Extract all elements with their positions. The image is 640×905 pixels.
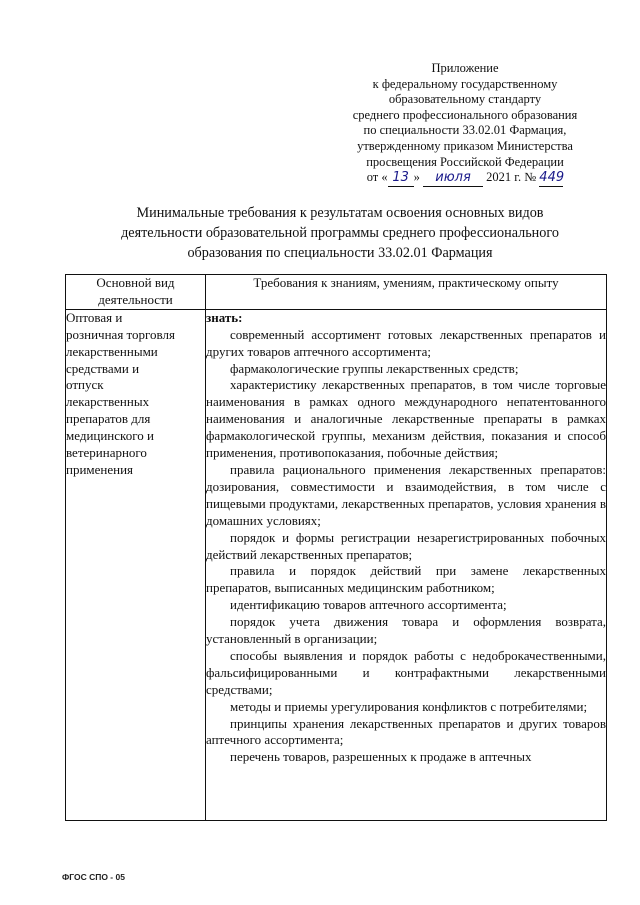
order-date-line [330, 170, 600, 187]
requirements-table [65, 274, 607, 821]
header-activity-line: Основной вид [96, 275, 175, 290]
order-year: 2021 г. № [486, 170, 537, 185]
list-item: способы выявления и порядок работы с недоброкачественными, фальсифицированными и контрафактными лекарственными средствами; [206, 647, 606, 697]
header-activity [66, 275, 206, 310]
list-item: современный ассортимент готовых лекарственных препаратов и других товаров аптечного ассортимента; [206, 326, 606, 359]
list-item: характеристику лекарственных препаратов, в том числе торговые наименования в рамках одного международного непатентованного наименования и аналогичные лекарственные препараты в рамках фармакологической группы, механизм действия, показания и способ применения, противопоказания, побочные действия; [206, 377, 606, 461]
appendix-line: к федеральному государственному [372, 76, 558, 91]
title-line: образования по специальности 33.02.01 Фармация [187, 245, 493, 261]
order-number: 449 [539, 170, 565, 186]
list-item: правила рационального применения лекарственных препаратов: дозирования, совместимости и взаимодействия, в том числе с пищевыми продуктами, лекарственных препаратов, условия хранения в домашних условиях; [206, 461, 606, 528]
order-prefix: от « [366, 170, 388, 185]
list-item: фармакологические группы лекарственных средств; [230, 360, 519, 376]
list-item: идентификацию товаров аптечного ассортимента; [230, 597, 507, 613]
activity-line: Оптовая и [66, 309, 123, 325]
activity-line: розничная торговля [66, 326, 175, 342]
list-item: перечень товаров, разрешенных к продаже в аптечных [230, 749, 532, 765]
activity-cell [66, 309, 206, 820]
appendix-header [330, 61, 600, 187]
activity-line: ветеринарного [66, 445, 147, 461]
activity-line: лекарственными [66, 343, 158, 359]
appendix-line: среднего профессионального образования [352, 107, 578, 122]
know-label: знать: [206, 309, 243, 325]
requirements-cell [206, 309, 607, 820]
document-title [95, 203, 585, 263]
appendix-line: утвержденному приказом Министерства [357, 138, 573, 153]
activity-line: препаратов для [66, 411, 151, 427]
header-requirements: Требования к знаниям, умениям, практическому опыту [206, 275, 607, 310]
appendix-line: образовательному стандарту [388, 92, 542, 107]
appendix-line: по специальности 33.02.01 Фармация, [363, 123, 567, 138]
list-item: порядок и формы регистрации незарегистрированных побочных действий лекарственных препаратов; [206, 529, 606, 562]
activity-line: средствами и [66, 360, 140, 376]
list-item: порядок учета движения товара и оформления возврата, установленный в организации; [206, 614, 606, 647]
appendix-line: просвещения Российской Федерации [366, 154, 564, 169]
header-activity-line: деятельности [98, 291, 173, 307]
footer-code: ФГОС СПО - 05 [62, 872, 125, 882]
list-item: правила и порядок действий при замене лекарственных препаратов, выписанных медицинским работником; [206, 563, 606, 596]
table-header-row [66, 275, 607, 310]
activity-line: лекарственных [66, 394, 150, 410]
order-day: 13 [392, 170, 409, 186]
activity-line: применения [66, 461, 134, 477]
activity-line: отпуск [66, 377, 104, 393]
list-item: методы и приемы урегулирования конфликтов с потребителями; [230, 698, 588, 714]
title-line: Минимальные требования к результатам освоения основных видов [136, 205, 544, 221]
title-line: деятельности образовательной программы среднего профессионального [121, 225, 559, 241]
list-item: принципы хранения лекарственных препаратов и других товаров аптечного ассортимента; [206, 715, 606, 748]
table-row [66, 309, 607, 820]
appendix-line: Приложение [431, 61, 499, 75]
order-mid: » [413, 170, 420, 185]
order-month: июля [435, 170, 471, 186]
activity-line: медицинского и [66, 428, 154, 444]
